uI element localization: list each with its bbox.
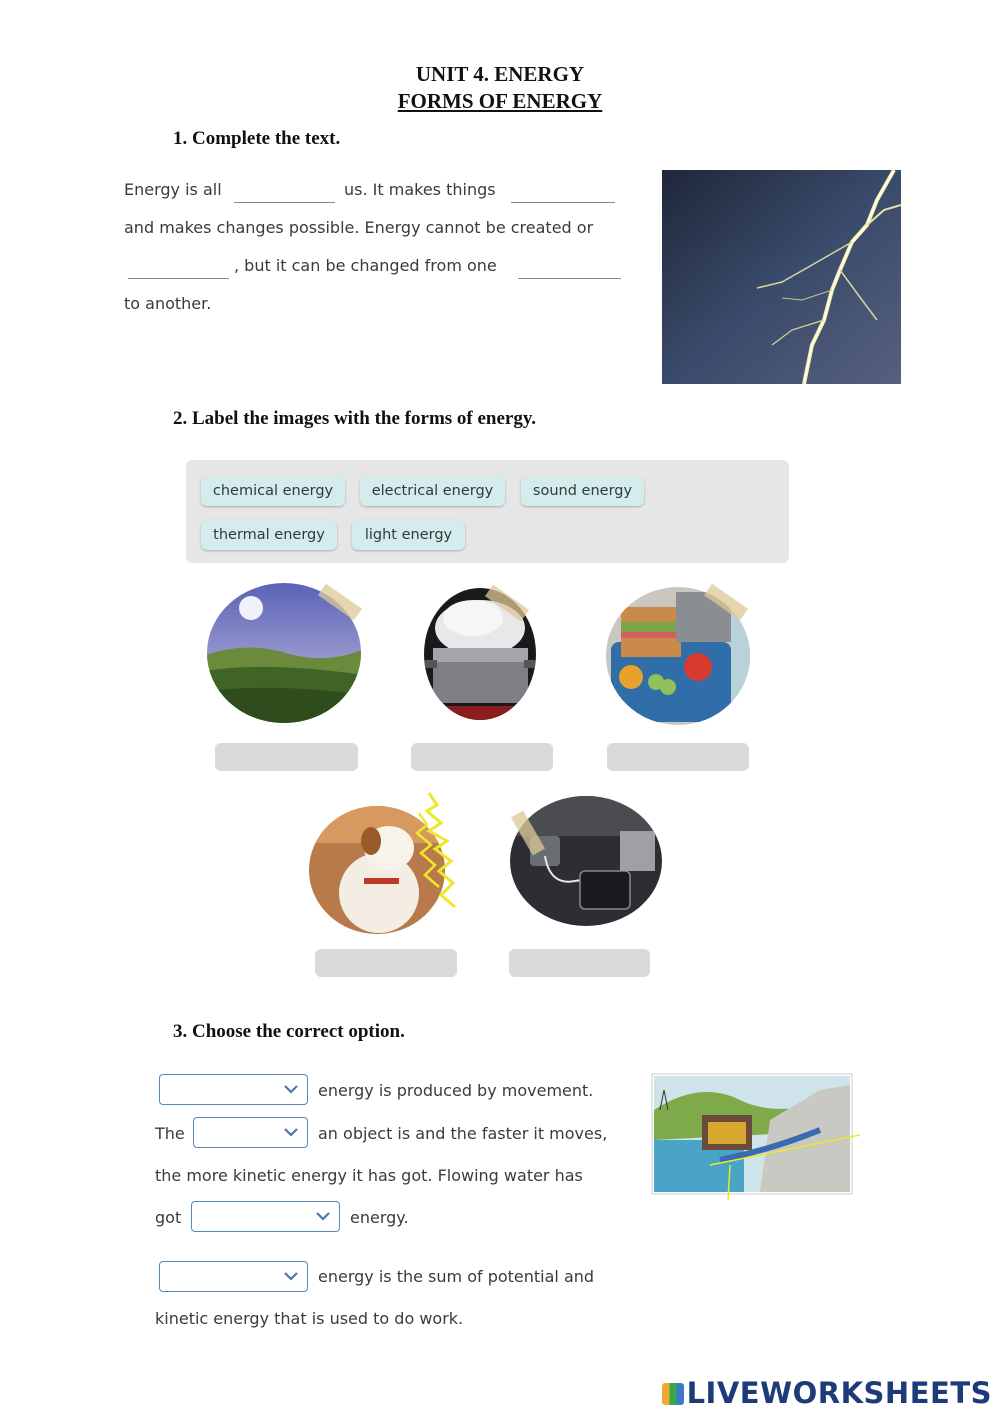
- ex1-text-line1b: us. It makes things: [344, 180, 496, 199]
- ex3-text-s4-post: energy.: [350, 1208, 409, 1227]
- logo-badge-icon: [662, 1383, 684, 1405]
- option-select-2[interactable]: [193, 1117, 308, 1148]
- ex1-blank-3[interactable]: [128, 258, 229, 279]
- ex1-blank-2[interactable]: [511, 182, 615, 203]
- barking-dog-image: [309, 783, 474, 935]
- chevron-down-icon: [315, 1208, 331, 1224]
- ex3-text-s5: energy is the sum of potential and: [318, 1267, 595, 1286]
- page-subtitle: [0, 89, 1000, 114]
- ex3-text-s1: energy is produced by movement.: [318, 1081, 594, 1100]
- ex1-text-line3: , but it can be changed from one: [234, 256, 497, 275]
- chip-sound-energy[interactable]: sound energy: [521, 476, 644, 506]
- phone-charging-image: [510, 796, 663, 926]
- label-drop-zone-2[interactable]: [411, 743, 553, 771]
- page-subtitle-text: FORMS OF ENERGY: [397, 89, 603, 113]
- exercise2-heading: 2. Label the images with the forms of energy.: [173, 408, 537, 429]
- label-drop-zone-3[interactable]: [607, 743, 749, 771]
- ex3-text-s6: kinetic energy that is used to do work.: [155, 1309, 464, 1328]
- chevron-down-icon: [283, 1081, 299, 1097]
- logo-text: LIVEWORKSHEETS: [686, 1376, 992, 1410]
- ex1-text-line4: to another.: [124, 294, 212, 313]
- chip-electrical-energy[interactable]: electrical energy: [360, 476, 505, 506]
- label-drop-zone-5[interactable]: [509, 949, 650, 977]
- lunchbox-image: [606, 587, 751, 725]
- lightning-image: [662, 170, 901, 384]
- ex1-blank-4[interactable]: [518, 258, 621, 279]
- ex1-blank-1[interactable]: [234, 182, 335, 203]
- chip-thermal-energy[interactable]: thermal energy: [201, 520, 337, 550]
- label-drop-zone-1[interactable]: [215, 743, 358, 771]
- ex3-text-s3: the more kinetic energy it has got. Flowing water has: [155, 1166, 583, 1185]
- ex3-text-s2-post: an object is and the faster it moves,: [318, 1124, 608, 1143]
- chip-chemical-energy[interactable]: chemical energy: [201, 476, 345, 506]
- hydroelectric-dam-image: [650, 1070, 865, 1205]
- chevron-down-icon: [283, 1268, 299, 1284]
- sun-landscape-image: [206, 583, 364, 723]
- option-select-4[interactable]: [159, 1261, 308, 1292]
- ex3-text-s4-pre: got: [155, 1208, 182, 1227]
- liveworksheets-logo: [662, 1376, 992, 1410]
- ex3-text-s2-pre: The: [155, 1124, 185, 1143]
- page-title: UNIT 4. ENERGY: [415, 62, 585, 86]
- label-drop-zone-4[interactable]: [315, 949, 457, 977]
- exercise3-heading: 3. Choose the correct option.: [173, 1021, 405, 1042]
- ex1-text-line1a: Energy is all: [124, 180, 222, 199]
- chevron-down-icon: [283, 1124, 299, 1140]
- exercise1-heading: 1. Complete the text.: [173, 128, 341, 149]
- ex1-text-line2: and makes changes possible. Energy cannot be created or: [124, 218, 594, 237]
- option-select-1[interactable]: [159, 1074, 308, 1105]
- option-select-3[interactable]: [191, 1201, 340, 1232]
- chip-light-energy[interactable]: light energy: [352, 520, 465, 550]
- steaming-pot-image: [423, 588, 538, 721]
